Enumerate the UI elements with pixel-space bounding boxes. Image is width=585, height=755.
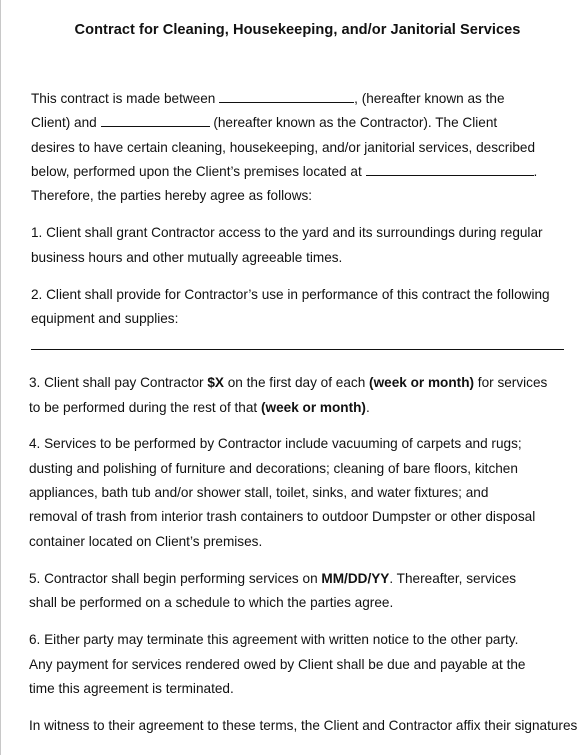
clause-4-line-1: 4. Services to be performed by Contractor include vacuuming of carpets and rugs;: [29, 436, 522, 451]
clause-text: . Thereafter, services: [389, 571, 517, 586]
clause-4-line-4: removal of trash from interior trash containers to outdoor Dumpster or other disposal: [29, 509, 536, 524]
clause-1-line-1: 1. Client shall grant Contractor access to the yard and its surroundings during regular: [31, 225, 543, 240]
clause-4-line-2: dusting and polishing of furniture and decorations; cleaning of bare floors, kitchen: [29, 461, 518, 476]
clause-5-line-2: shall be performed on a schedule to which the parties agree.: [29, 595, 394, 610]
equipment-blank-line: [31, 349, 564, 350]
intro-line-1: [31, 87, 505, 112]
payment-amount: $X: [207, 375, 224, 390]
clause-6-line-1: 6. Either party may terminate this agreement with written notice to the other party.: [29, 632, 519, 647]
contractor-name-blank: [101, 114, 210, 127]
clause-4-line-3: appliances, bath tub and/or shower stall, toilet, sinks, and water fixtures; and: [29, 485, 489, 500]
intro-text: below, performed upon the Client’s premises located at: [31, 164, 362, 179]
party-name-blank: [219, 90, 354, 103]
intro-text: This contract is made between: [31, 91, 216, 106]
clause-text: to be performed during the rest of that: [29, 400, 261, 415]
clause-text: for services: [474, 375, 548, 390]
intro-text: (hereafter known as the Contractor). The Client: [213, 115, 498, 130]
payment-period: (week or month): [369, 375, 475, 390]
clause-1-line-2: business hours and other mutually agreeable times.: [31, 250, 343, 265]
intro-text: .: [533, 164, 538, 179]
intro-line-3: desires to have certain cleaning, housekeeping, and/or janitorial services, described: [31, 140, 536, 155]
clause-text: on the first day of each: [223, 375, 370, 390]
intro-text: Client) and: [31, 115, 97, 130]
payment-period: (week or month): [260, 400, 366, 415]
clause-text: 5. Contractor shall begin performing services on: [29, 571, 322, 586]
clause-2-line-1: 2. Client shall provide for Contractor’s use in performance of this contract the following: [31, 287, 550, 302]
clause-3-line-1: [29, 371, 547, 396]
clause-text: .: [365, 400, 370, 415]
premises-address-blank: [366, 163, 534, 176]
intro-line-5: Therefore, the parties hereby agree as follows:: [31, 188, 313, 203]
page-title: Contract for Cleaning, Housekeeping, and/or Janitorial Services: [74, 22, 521, 38]
witness-line: In witness to their agreement to these terms, the Client and Contractor affix their signatures: [29, 718, 578, 733]
intro-line-4: [31, 160, 537, 185]
clause-3-line-2: [29, 396, 370, 421]
clause-6-line-3: time this agreement is terminated.: [29, 681, 234, 696]
clause-text: 3. Client shall pay Contractor: [29, 375, 208, 390]
clause-5-line-1: [29, 567, 516, 592]
clause-4-line-5: container located on Client’s premises.: [29, 534, 263, 549]
start-date: MM/DD/YY: [321, 571, 390, 586]
clause-6-line-2: Any payment for services rendered owed by Client shall be due and payable at the: [29, 657, 526, 672]
clause-2-line-2: equipment and supplies:: [31, 311, 179, 326]
intro-line-2: [31, 111, 497, 136]
intro-text: , (hereafter known as the: [354, 91, 505, 106]
